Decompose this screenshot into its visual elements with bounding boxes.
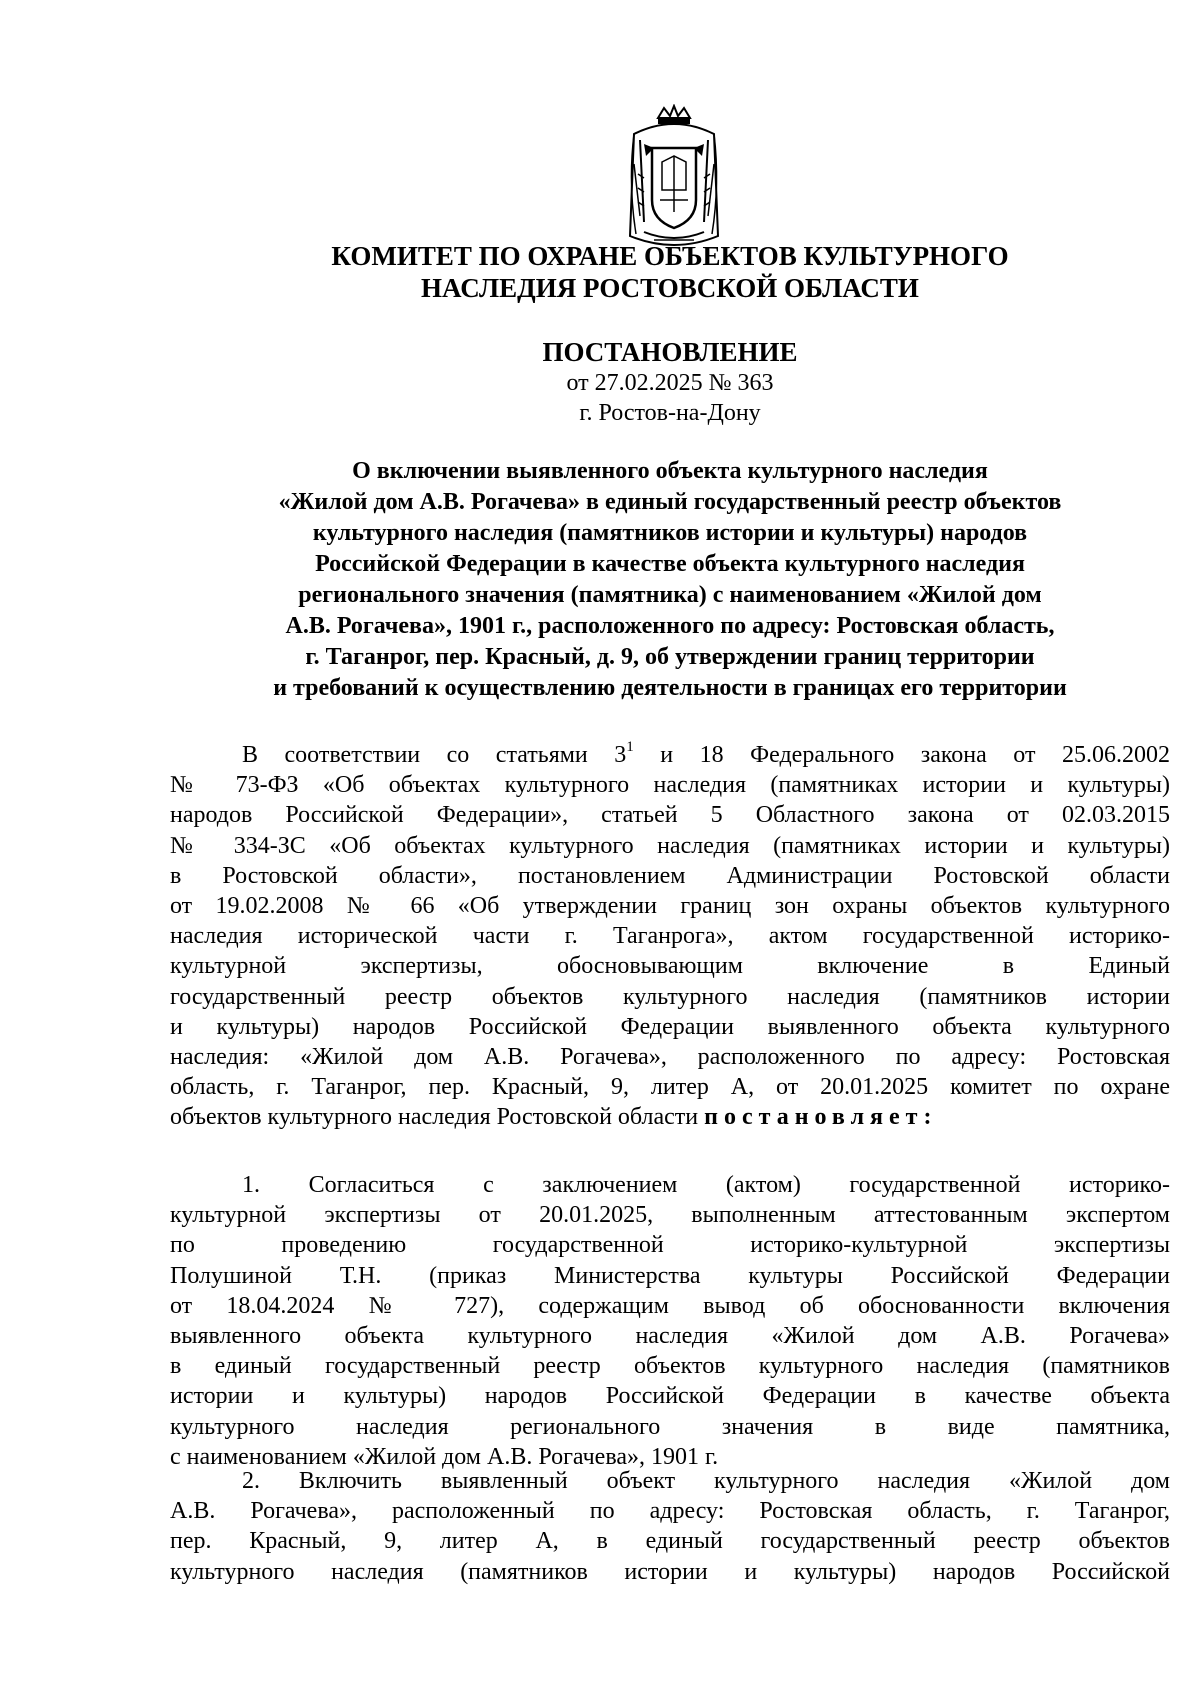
preamble-line: народов Российской Федерации», статьей 5 Областного закона от 02.03.2015 (170, 802, 1170, 829)
item-line: 2. Включить выявленный объект культурного наследия «Жилой дом (242, 1468, 1170, 1494)
title-line: Российской Федерации в качестве объекта культурного наследия (315, 551, 1025, 577)
preamble-line: область, г. Таганрог, пер. Красный, 9, литер А, от 20.01.2025 комитет по охране (170, 1074, 1170, 1101)
organization-name (170, 240, 1170, 304)
preamble-line: наследия исторической части г. Таганрога», актом государственной историко- (170, 923, 1170, 950)
item-line: пер. Красный, 9, литер А, в единый государственный реестр объектов (170, 1528, 1170, 1555)
item-line: 1. Согласиться с заключением (актом) государственной историко- (242, 1172, 1170, 1198)
item-line: культурной экспертизы от 20.01.2025, выполненным аттестованным экспертом (170, 1202, 1170, 1229)
item-line: культурного наследия (памятников истории и культуры) народов Российской (170, 1558, 1170, 1585)
resolution-item-1 (170, 1170, 1170, 1472)
document-title (170, 456, 1170, 704)
preamble-last-line (170, 1102, 1170, 1132)
document-meta (170, 368, 1170, 428)
title-line: О включении выявленного объекта культурного наследия (352, 458, 988, 484)
preamble-line-1-start: В соответствии со статьями 3 (242, 742, 627, 768)
title-line: «Жилой дом А.В. Рогачева» в единый государственный реестр объектов (278, 489, 1062, 515)
item-line: с наименованием «Жилой дом А.В. Рогачева», 1901 г. (170, 1443, 719, 1470)
preamble-line: наследия: «Жилой дом А.В. Рогачева», расположенного по адресу: Ростовская (170, 1043, 1170, 1070)
resolves-keyword: постановляет: (704, 1104, 938, 1131)
item-line: А.В. Рогачева», расположенный по адресу: Ростовская область, г. Таганрог, (170, 1498, 1170, 1525)
preamble-line: № 73-ФЗ «Об объектах культурного наследия (памятниках истории и культуры) (170, 772, 1170, 799)
organization-name-line-1: КОМИТЕТ ПО ОХРАНЕ ОБЪЕКТОВ КУЛЬТУРНОГО (331, 241, 1009, 271)
preamble-line: в Ростовской области», постановлением Администрации Ростовской области (170, 862, 1170, 889)
coat-of-arms-icon (614, 104, 734, 254)
preamble-line: от 19.02.2008 № 66 «Об утверждении границ зон охраны объектов культурного (170, 892, 1170, 919)
title-line: культурного наследия (памятников истории и культуры) народов (312, 520, 1028, 546)
title-line: и требований к осуществлению деятельности в границах его территории (273, 675, 1067, 701)
resolution-item-2 (170, 1466, 1170, 1587)
preamble-line: № 334-ЗС «Об объектах культурного наследия (памятниках истории и культуры) (170, 832, 1170, 859)
title-line: А.В. Рогачева», 1901 г., расположенного по адресу: Ростовская область, (285, 613, 1055, 639)
document-city: г. Ростов-на-Дону (579, 400, 761, 426)
item-line: по проведению государственной историко-культурной экспертизы (170, 1232, 1170, 1259)
organization-name-line-2: НАСЛЕДИЯ РОСТОВСКОЙ ОБЛАСТИ (421, 273, 919, 303)
item-line: выявленного объекта культурного наследия «Жилой дом А.В. Рогачева» (170, 1322, 1170, 1349)
item-line: истории и культуры) народов Российской Федерации в качестве объекта (170, 1383, 1170, 1410)
title-line: регионального значения (памятника) с наименованием «Жилой дом (298, 582, 1042, 608)
preamble-line-1 (170, 740, 1170, 770)
preamble-last-line-text: объектов культурного наследия Ростовской области (170, 1104, 705, 1131)
item-line: в единый государственный реестр объектов культурного наследия (памятников (170, 1353, 1170, 1380)
preamble-line: и культуры) народов Российской Федерации выявленного объекта культурного (170, 1013, 1170, 1040)
document-type: ПОСТАНОВЛЕНИЕ (542, 337, 798, 367)
item-line: Полушиной Т.Н. (приказ Министерства культуры Российской Федерации (170, 1262, 1170, 1289)
preamble-paragraph (170, 740, 1170, 1132)
article-superscript: 1 (626, 739, 634, 755)
preamble-line: государственный реестр объектов культурного наследия (памятников истории (170, 983, 1170, 1010)
preamble-line-1-end: и 18 Федерального закона от 25.06.2002 (633, 742, 1170, 768)
title-line: г. Таганрог, пер. Красный, д. 9, об утверждении границ территории (305, 644, 1035, 670)
document-number-date: от 27.02.2025 № 363 (566, 370, 774, 396)
preamble-line: культурной экспертизы, обосновывающим включение в Единый (170, 953, 1170, 980)
item-line: от 18.04.2024 № 727), содержащим вывод об обоснованности включения (170, 1292, 1170, 1319)
item-line: культурного наследия регионального значения в виде памятника, (170, 1413, 1170, 1440)
